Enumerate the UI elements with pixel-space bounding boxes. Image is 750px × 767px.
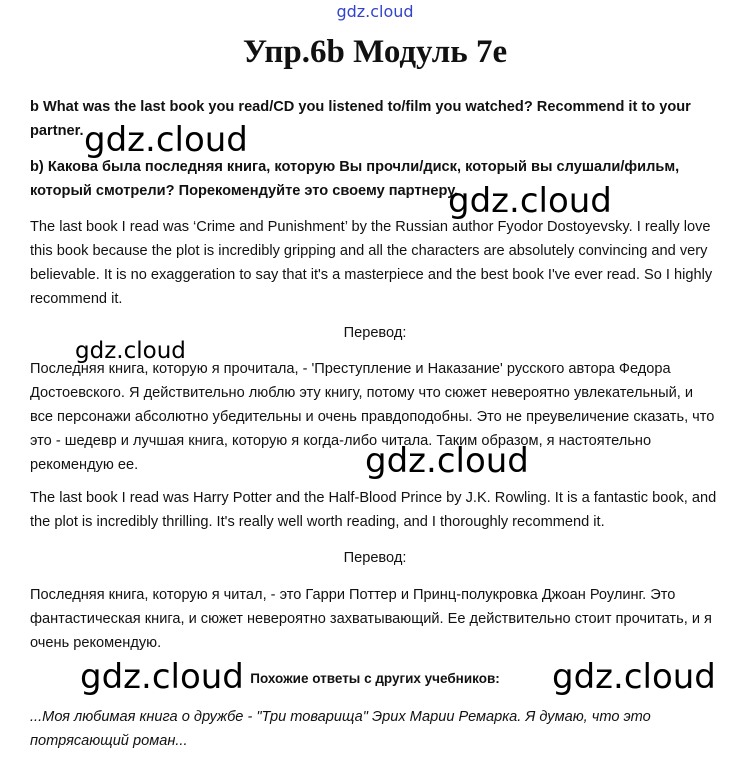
similar-answers-heading: Похожие ответы с других учебников: — [250, 671, 500, 686]
answer-2-russian: Последняя книга, которую я читал, - это Гарри Поттер и Принц-полукровка Джоан Роулинг. Это фантастическая книга, и сюжет невероятно захватывающий. Ее действительно стоит прочитать, и я очень рекомендую. — [30, 587, 712, 651]
watermark-4: gdz.cloud — [365, 441, 529, 481]
watermark-1: gdz.cloud — [84, 120, 248, 160]
similar-answer-link[interactable]: ...Моя любимая книга о дружбе - "Три товарища" Эрих Марии Ремарка. Я думаю, что это потрясающий роман... — [30, 709, 651, 749]
watermark-2: gdz.cloud — [448, 181, 612, 221]
answer-1-english: The last book I read was ‘Crime and Punishment’ by the Russian author Fyodor Dostoyevsky. I really love this book because the plot is incredibly gripping and all the characters are absolutely convincing and very believable. It is no exaggeration to say that it's a masterpiece and the best book I've ever read. So I highly recommend it. — [30, 219, 713, 307]
watermark-3: gdz.cloud — [75, 338, 186, 364]
translation-label-2: Перевод: — [343, 550, 407, 566]
answer-2-english: The last book I read was Harry Potter and the Half-Blood Prince by J.K. Rowling. It is a fantastic book, and the plot is incredibly thrilling. It's really well worth reading, and I thoroughly recommend it. — [30, 490, 717, 530]
answer-1-russian: Последняя книга, которую я прочитала, - 'Преступление и Наказание' русского автора Федора Достоевского. Я действительно люблю эту книгу, потому что сюжет невероятно увлекательный, и все персонажи абсолютно убедительны и очень правдоподобны. Это не преувеличение сказать, что это - шедевр и лучшая книга, которую я когда-либо читала. Таким образом, я настоятельно рекомендую ее. — [30, 361, 715, 473]
watermark-5: gdz.cloud — [80, 657, 244, 697]
translation-label-1: Перевод: — [343, 325, 407, 341]
question-english: b What was the last book you read/CD you listened to/film you watched? Recommend it to your partner. — [30, 99, 691, 139]
question-russian: b) Какова была последняя книга, которую Вы прочли/диск, который вы слушали/фильм, который смотрели? Порекомендуйте это своему партнеру. — [30, 159, 680, 199]
watermark-top: gdz.cloud — [336, 2, 414, 21]
page-title: Упр.6b Модуль 7е — [242, 34, 508, 70]
watermark-6: gdz.cloud — [552, 657, 716, 697]
